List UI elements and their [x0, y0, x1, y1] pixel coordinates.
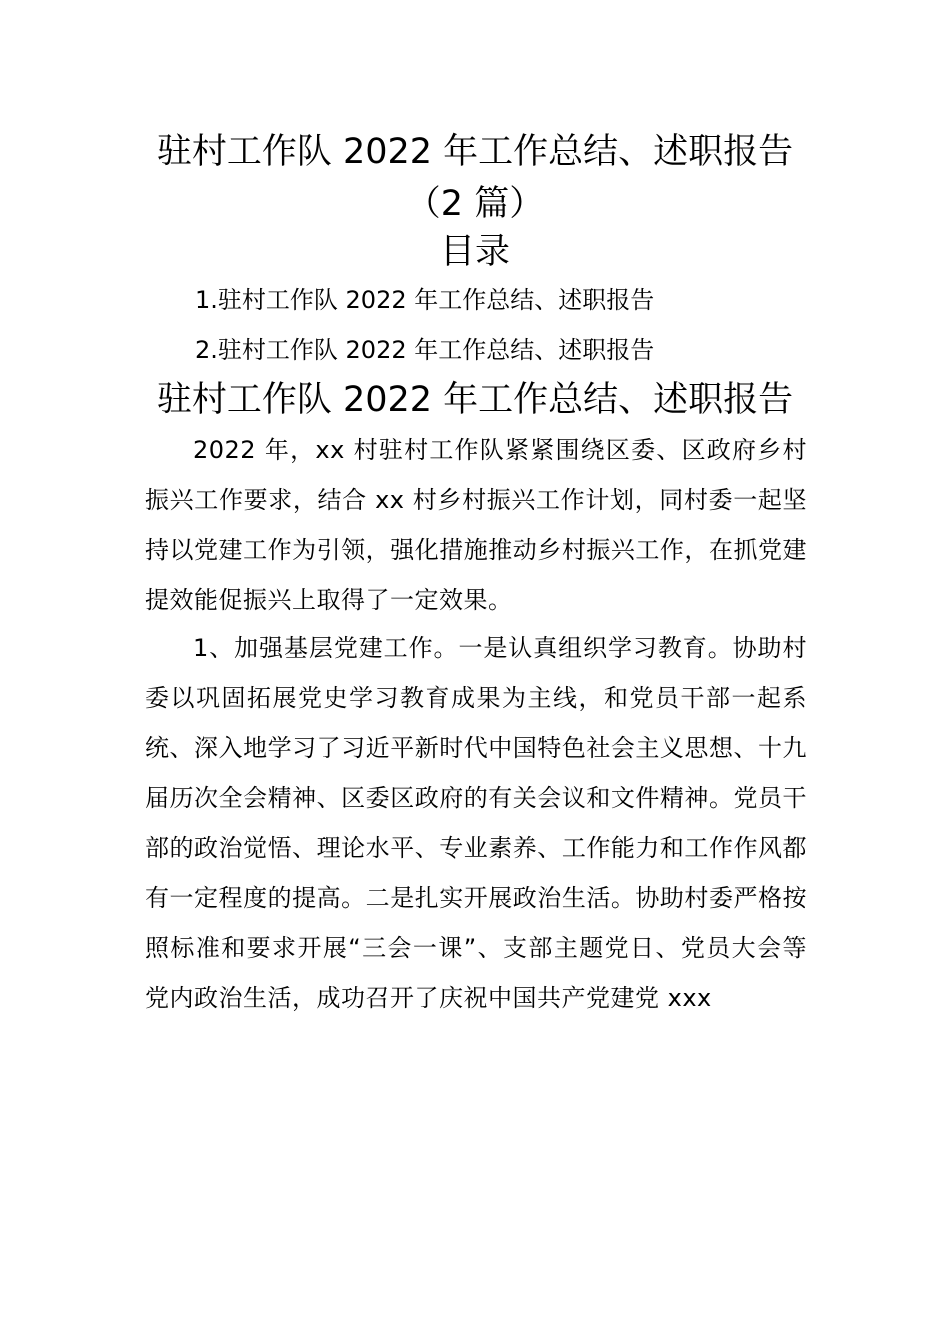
- document-title-count: （2 篇）: [405, 184, 545, 224]
- toc-item: 1.驻村工作队 2022 年工作总结、述职报告: [195, 286, 655, 314]
- body-paragraph: 2022 年，xx 村驻村工作队紧紧围绕区委、区政府乡村振兴工作要求，结合 xx 村乡村振兴工作计划，同村委一起坚持以党建工作为引领，强化措施推动乡村振兴工作，在抓党建提效能促振兴上取得了一定效果。: [145, 436, 807, 614]
- toc-item: 2.驻村工作队 2022 年工作总结、述职报告: [195, 336, 655, 364]
- body-paragraph: 1、加强基层党建工作。一是认真组织学习教育。协助村委以巩固拓展党史学习教育成果为主线，和党员干部一起系统、深入地学习了习近平新时代中国特色社会主义思想、十九届历次全会精神、区委区政府的有关会议和文件精神。党员干部的政治觉悟、理论水平、专业素养、工作能力和工作作风都有一定程度的提高。二是扎实开展政治生活。协助村委严格按照标准和要求开展“三会一课”、支部主题党日、党员大会等党内政治生活，成功召开了庆祝中国共产党建党 xxx: [145, 634, 807, 1012]
- section-heading: 驻村工作队 2022 年工作总结、述职报告: [156, 380, 794, 420]
- toc-heading: 目录: [439, 232, 510, 272]
- document-title: 驻村工作队 2022 年工作总结、述职报告: [156, 132, 794, 172]
